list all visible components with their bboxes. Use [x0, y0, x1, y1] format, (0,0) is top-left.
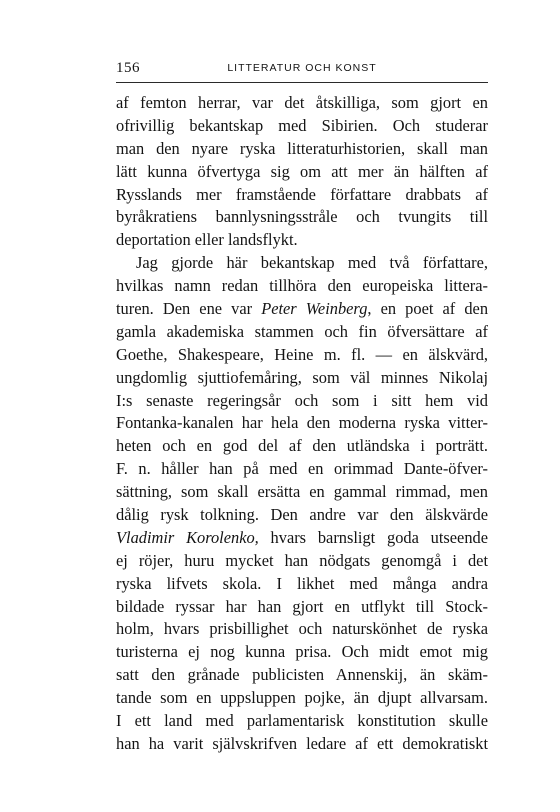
- text-line: F. n. håller han på med en orimmad Dante-öfver-: [116, 459, 488, 479]
- text-line-mixed: [116, 298, 488, 321]
- text-line: heten och en god del af den utländska i porträtt.: [116, 436, 488, 456]
- text-line-mixed: [116, 527, 488, 550]
- text-line: deportation eller landsflykt.: [116, 230, 298, 250]
- page-header: [116, 60, 488, 80]
- text-line: ej röjer, huru mycket han nödgats genomgå i det: [116, 550, 488, 570]
- body-text: [116, 92, 488, 756]
- text-line: Goethe, Shakespeare, Heine m. fl. — en älskvärd,: [116, 344, 488, 364]
- text-line: satt den grånade publicisten Annenskij, än skäm-: [116, 665, 488, 685]
- text-line: sättning, som skall ersätta en gammal rimmad, men: [116, 482, 488, 502]
- text-line: ungdomlig sjuttiofemåring, som väl minnes Nikolaj: [116, 367, 488, 387]
- text-line: byråkratiens bannlysningsstråle och tvungits till: [116, 207, 488, 227]
- author-name-korolenko: Vladimir Korolenko,: [116, 527, 259, 547]
- page-number: 156: [116, 60, 140, 76]
- text-segment: , en poet af den: [367, 299, 489, 319]
- text-line: han ha varit självskrifven ledare af ett demokratiskt: [116, 733, 488, 753]
- text-line: I:s senaste regeringsår och som i sitt hem vid: [116, 390, 488, 410]
- text-segment: turen. Den ene var: [116, 299, 262, 319]
- text-line: dålig rysk tolkning. Den andre var den älskvärde: [116, 505, 488, 525]
- text-line: lätt kunna öfvertyga sig om att mer än hälften af: [116, 161, 488, 181]
- text-line: turisterna ej nog kunna prisa. Och midt emot mig: [116, 642, 488, 662]
- running-head: LITTERATUR OCH KONST: [227, 62, 377, 74]
- text-line: man den nyare ryska litteraturhistorien, skall man: [116, 138, 488, 158]
- text-line: I ett land med parlamentarisk konstitution skulle: [116, 711, 488, 731]
- text-line: Fontanka-kanalen har hela den moderna ryska vitter-: [116, 413, 488, 433]
- header-rule: [116, 82, 488, 83]
- text-line: Rysslands mer framstående författare drabbats af: [116, 184, 488, 204]
- text-line: af femton herrar, var det åtskilliga, som gjort en: [116, 93, 488, 112]
- author-name-weinberg: Peter Weinberg: [261, 299, 368, 319]
- text-line: holm, hvars prisbillighet och naturskönhet de ryska: [116, 619, 488, 639]
- text-line: gamla akademiska stammen och fin öfversättare af: [116, 321, 488, 341]
- text-line: hvilkas namn redan tillhöra den europeiska littera-: [116, 276, 488, 296]
- text-line: bildade ryssar har han gjort en utflykt till Stock-: [116, 596, 488, 616]
- text-line: tande som en uppsluppen pojke, än djupt allvarsam.: [116, 688, 488, 708]
- text-line: ofrivillig bekantskap med Sibirien. Och studerar: [116, 115, 488, 135]
- text-segment: hvars barnsligt goda utseende: [258, 527, 488, 547]
- text-line: Jag gjorde här bekantskap med två författare,: [136, 253, 488, 273]
- text-line: ryska lifvets skola. I likhet med många andra: [116, 573, 488, 593]
